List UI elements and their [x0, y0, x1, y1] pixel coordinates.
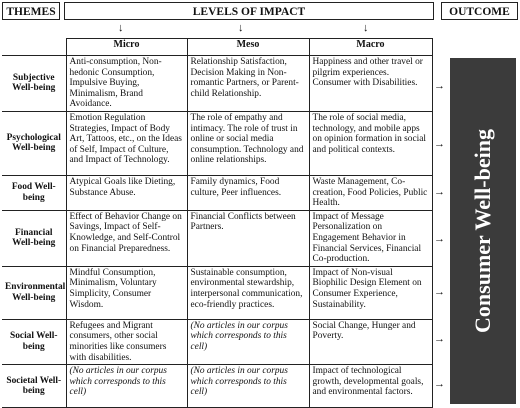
table-row	[2, 210, 432, 266]
macro-cell: Waste Management, Co-creation, Food Policies, Public Health.	[309, 175, 432, 210]
down-arrow-meso-icon: ↓	[238, 22, 244, 34]
levels-of-impact-header: LEVELS OF IMPACT	[64, 2, 434, 20]
down-arrow-macro-icon: ↓	[363, 22, 369, 34]
macro-cell: The role of social media, technology, and mobile apps on opinion formation in social and political contexts.	[309, 111, 432, 175]
meso-cell: Family dynamics, Food culture, Peer influences.	[187, 175, 309, 210]
meso-cell: (No articles in our corpus which corresponds to this cell)	[187, 365, 309, 408]
table-row	[2, 365, 432, 408]
table-row	[2, 175, 432, 210]
meso-cell: Relationship Satisfaction, Decision Making in Non-romantic Partners, or Parent-child Relationship.	[187, 56, 309, 112]
micro-cell: Effect of Behavior Change on Savings, Impact of Self-Knowledge, and Self-Control on Financial Preparedness.	[66, 210, 187, 266]
table-row	[2, 266, 432, 319]
meso-cell: (No articles in our corpus which corresponds to this cell)	[187, 319, 309, 364]
theme-label: Social Well-being	[2, 319, 66, 364]
theme-label: Subjective Well-being	[2, 56, 66, 112]
corner-cell	[2, 39, 66, 56]
micro-cell: Refugees and Migrant consumers, other social minorities like consumers with disabilities.	[66, 319, 187, 364]
macro-cell: Happiness and other travel or pilgrim experiences. Consumer with Disabilities.	[309, 56, 432, 112]
down-arrow-micro-icon: ↓	[118, 22, 124, 34]
consumer-well-being-outcome-box	[450, 58, 516, 404]
column-header-micro: Micro	[66, 39, 187, 56]
outcome-label: Consumer Well-being	[470, 129, 495, 333]
levels-of-impact-table	[2, 38, 433, 408]
micro-cell: Emotion Regulation Strategies, Impact of Body Art, Tattoos, etc., on the Ideas of Self, Impact of Culture, and Impact of Technology.	[66, 111, 187, 175]
micro-cell: (No articles in our corpus which corresponds to this cell)	[66, 365, 187, 408]
right-arrow-icon: →	[434, 333, 445, 345]
theme-label: Food Well-being	[2, 175, 66, 210]
right-arrow-icon: →	[434, 138, 445, 150]
right-arrow-icon: →	[434, 186, 445, 198]
right-arrow-icon: →	[434, 80, 445, 92]
macro-cell: Social Change, Hunger and Poverty.	[309, 319, 432, 364]
meso-cell: The role of empathy and intimacy. The role of trust in online or social media consumption. Technology and online relationships.	[187, 111, 309, 175]
theme-label: Psychological Well-being	[2, 111, 66, 175]
outcome-header: OUTCOME	[441, 2, 518, 20]
table-row	[2, 111, 432, 175]
right-arrow-icon: →	[434, 233, 445, 245]
micro-cell: Mindful Consumption, Minimalism, Voluntary Simplicity, Consumer Wisdom.	[66, 266, 187, 319]
meso-cell: Financial Conflicts between Partners.	[187, 210, 309, 266]
themes-header: THEMES	[2, 2, 60, 20]
column-header-meso: Meso	[187, 39, 309, 56]
table-row	[2, 319, 432, 364]
right-arrow-icon: →	[434, 286, 445, 298]
micro-cell: Anti-consumption, Non-hedonic Consumption, Impulsive Buying, Minimalism, Brand Avoidance.	[66, 56, 187, 112]
theme-label: Environmental Well-being	[2, 266, 66, 319]
macro-cell: Impact of Message Personalization on Engagement Behavior in Financial Services, Financial Co-production.	[309, 210, 432, 266]
macro-cell: Impact of Non-visual Biophilic Design Element on Consumer Experience, Sustainability.	[309, 266, 432, 319]
table-row	[2, 56, 432, 112]
micro-cell: Atypical Goals like Dieting, Substance Abuse.	[66, 175, 187, 210]
column-header-macro: Macro	[309, 39, 432, 56]
macro-cell: Impact of technological growth, developmental goals, and environmental factors.	[309, 365, 432, 408]
theme-label: Societal Well-being	[2, 365, 66, 408]
meso-cell: Sustainable consumption, environmental stewardship, interpersonal communication, eco-friendly practices.	[187, 266, 309, 319]
right-arrow-icon: →	[434, 378, 445, 390]
theme-label: Financial Well-being	[2, 210, 66, 266]
